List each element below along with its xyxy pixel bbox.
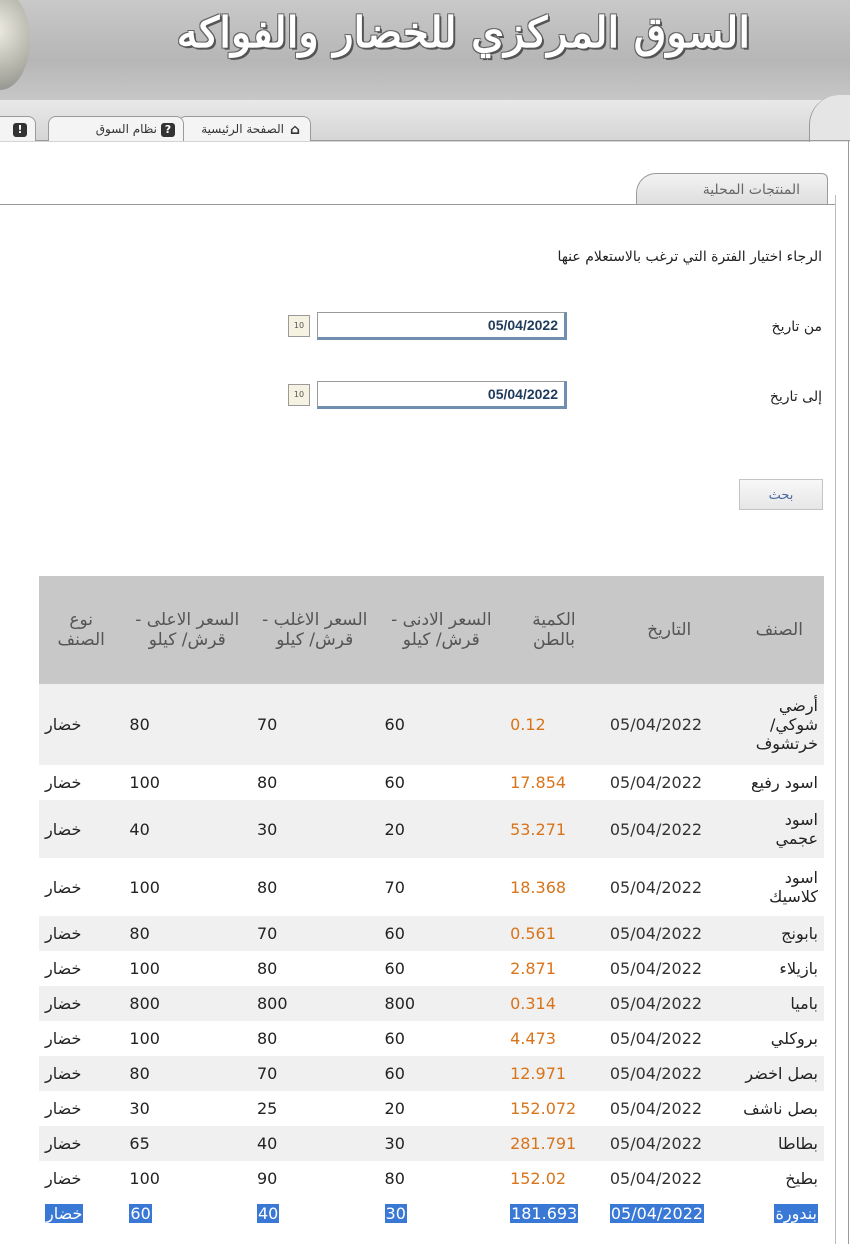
cell-date: 05/04/2022 [604,986,735,1021]
cell-quantity-text: 181.693 [511,1204,578,1223]
cell-name: بابونج [735,916,825,951]
cell-date: 05/04/2022 [604,951,735,986]
cell-type: خضار [39,684,123,765]
section-title: المنتجات المحلية [702,182,800,198]
header-quantity: الكمية بالطن [504,576,604,684]
cell-name: اسود عجمي [735,800,825,858]
cell-name: باميا [735,986,825,1021]
table-row [39,916,824,951]
tab-market-system[interactable] [48,116,184,141]
cell-max-price: 800 [123,986,251,1021]
cell-max-price: 30 [123,1091,251,1126]
cell-date: 05/04/2022 [604,1021,735,1056]
cell-date: 05/04/2022 [604,765,735,800]
cell-min-price: 20 [379,1091,505,1126]
cell-name: اسود كلاسيك [735,858,825,916]
cell-common-price: 800 [251,986,379,1021]
cell-max-price: 40 [123,800,251,858]
cell-date: 05/04/2022 [604,916,735,951]
header-date: التاريخ [604,576,735,684]
period-prompt: الرجاء اختيار الفترة التي ترغب بالاستعلام عنها [557,249,822,265]
cell-common-price: 80 [251,951,379,986]
tab-home-label: الصفحة الرئيسية [201,122,284,136]
cell-type: خضار [39,1021,123,1056]
cell-max-price: 80 [123,684,251,765]
cell-name: أرضي شوكي/ خرتشوف [735,684,825,765]
cell-type: خضار [39,800,123,858]
cell-min-price: 30 [379,1126,505,1161]
header-type: نوع الصنف [39,576,123,684]
search-button[interactable]: بحث [739,479,823,510]
cell-date: 05/04/2022 [604,1161,735,1196]
cell-common-price: 70 [251,684,379,765]
cell-name: بازيلاء [735,951,825,986]
prices-table [39,576,824,1231]
header-max-price: السعر الاعلى - قرش/ كيلو [123,576,251,684]
cell-name: بطيخ [735,1161,825,1196]
table-row [39,986,824,1021]
cell-date: 05/04/2022 [604,1126,735,1161]
cell-date: 05/04/2022 [604,858,735,916]
cell-common-price: 30 [251,800,379,858]
cell-min-price: 60 [379,916,505,951]
cell-type: خضار [39,1056,123,1091]
cell-common-price: 80 [251,765,379,800]
exclamation-icon: ! [13,123,27,137]
question-icon: ? [161,123,175,137]
cell-name: اسود رفيع [735,765,825,800]
cell-quantity: 17.854 [504,765,604,800]
cell-min-price: 60 [379,684,505,765]
cell-type: خضار [39,765,123,800]
cell-common-price: 90 [251,1161,379,1196]
cell-common-price: 25 [251,1091,379,1126]
from-date-input[interactable]: 05/04/2022 [317,312,567,340]
cell-common-price [251,1196,379,1231]
cell-min-price: 60 [379,765,505,800]
table-row-selected [39,1196,824,1231]
table-row [39,765,824,800]
cell-max-price: 100 [123,765,251,800]
tab-info[interactable] [0,116,36,141]
table-row [39,1091,824,1126]
header-common-price: السعر الاغلب - قرش/ كيلو [251,576,379,684]
cell-min-price: 60 [379,1056,505,1091]
header-min-price: السعر الادنى - قرش/ كيلو [379,576,505,684]
site-title: السوق المركزي للخضار والفواكه [176,8,750,57]
cell-quantity: 4.473 [504,1021,604,1056]
cell-common-price: 80 [251,858,379,916]
cell-type-text: خضار [46,1204,83,1223]
cell-type: خضار [39,951,123,986]
cell-date-text: 05/04/2022 [610,1204,704,1223]
table-row [39,858,824,916]
cell-min-price-text: 30 [385,1204,406,1223]
cell-max-price: 80 [123,1056,251,1091]
calendar-icon[interactable]: 10 [288,384,310,406]
cell-type: خضار [39,1091,123,1126]
cell-max-price: 100 [123,1021,251,1056]
cell-max-price: 80 [123,916,251,951]
cell-date: 05/04/2022 [604,1056,735,1091]
content-border [848,140,849,1244]
tab-home[interactable] [178,116,311,141]
cell-quantity: 0.12 [504,684,604,765]
calendar-icon[interactable]: 10 [288,315,310,337]
cell-max-price: 100 [123,1161,251,1196]
cell-type: خضار [39,858,123,916]
market-logo-icon [0,0,30,90]
cell-quantity: 0.314 [504,986,604,1021]
cell-date: 05/04/2022 [604,1091,735,1126]
cell-quantity: 18.368 [504,858,604,916]
cell-common-price: 70 [251,916,379,951]
home-icon: ⌂ [289,121,301,138]
cell-max-price: 100 [123,858,251,916]
cell-min-price: 800 [379,986,505,1021]
cell-name: بصل ناشف [735,1091,825,1126]
cell-quantity: 2.871 [504,951,604,986]
cell-quantity: 281.791 [504,1126,604,1161]
table-row [39,1056,824,1091]
cell-type [39,1196,123,1231]
table-row [39,1021,824,1056]
header-banner [0,0,850,100]
cell-min-price [379,1196,505,1231]
cell-name: بطاطا [735,1126,825,1161]
cell-type: خضار [39,1126,123,1161]
cell-type: خضار [39,986,123,1021]
cell-date: 05/04/2022 [604,684,735,765]
table-row [39,684,824,765]
cell-min-price: 70 [379,858,505,916]
cell-date [604,1196,735,1231]
cell-quantity: 12.971 [504,1056,604,1091]
table-header-row [39,576,824,684]
cell-date: 05/04/2022 [604,800,735,858]
cell-quantity: 0.561 [504,916,604,951]
cell-min-price: 80 [379,1161,505,1196]
to-date-input[interactable]: 05/04/2022 [317,381,567,409]
cell-name: بروكلي [735,1021,825,1056]
section-divider [0,204,836,205]
cell-max-price: 65 [123,1126,251,1161]
cell-name: بصل اخضر [735,1056,825,1091]
cell-common-price: 70 [251,1056,379,1091]
from-date-label: من تاريخ [771,319,822,335]
cell-min-price: 60 [379,1021,505,1056]
cell-common-price-text: 40 [257,1204,279,1223]
cell-type: خضار [39,916,123,951]
cell-max-price [123,1196,251,1231]
cell-max-price: 100 [123,951,251,986]
table-row [39,1161,824,1196]
cell-quantity: 53.271 [504,800,604,858]
cell-min-price: 20 [379,800,505,858]
cell-max-price-text: 60 [130,1204,151,1223]
header-name: الصنف [735,576,825,684]
cell-common-price: 40 [251,1126,379,1161]
cell-quantity [504,1196,604,1231]
cell-common-price: 80 [251,1021,379,1056]
table-row [39,951,824,986]
tab-market-system-label: نظام السوق [95,122,157,136]
cell-name-text: بندورة [775,1204,817,1223]
cell-name [735,1196,825,1231]
cell-type: خضار [39,1161,123,1196]
table-row [39,800,824,858]
table-row [39,1126,824,1161]
to-date-label: إلى تاريخ [769,389,822,405]
cell-quantity: 152.02 [504,1161,604,1196]
cell-quantity: 152.072 [504,1091,604,1126]
cell-min-price: 60 [379,951,505,986]
section-border [835,195,836,1244]
